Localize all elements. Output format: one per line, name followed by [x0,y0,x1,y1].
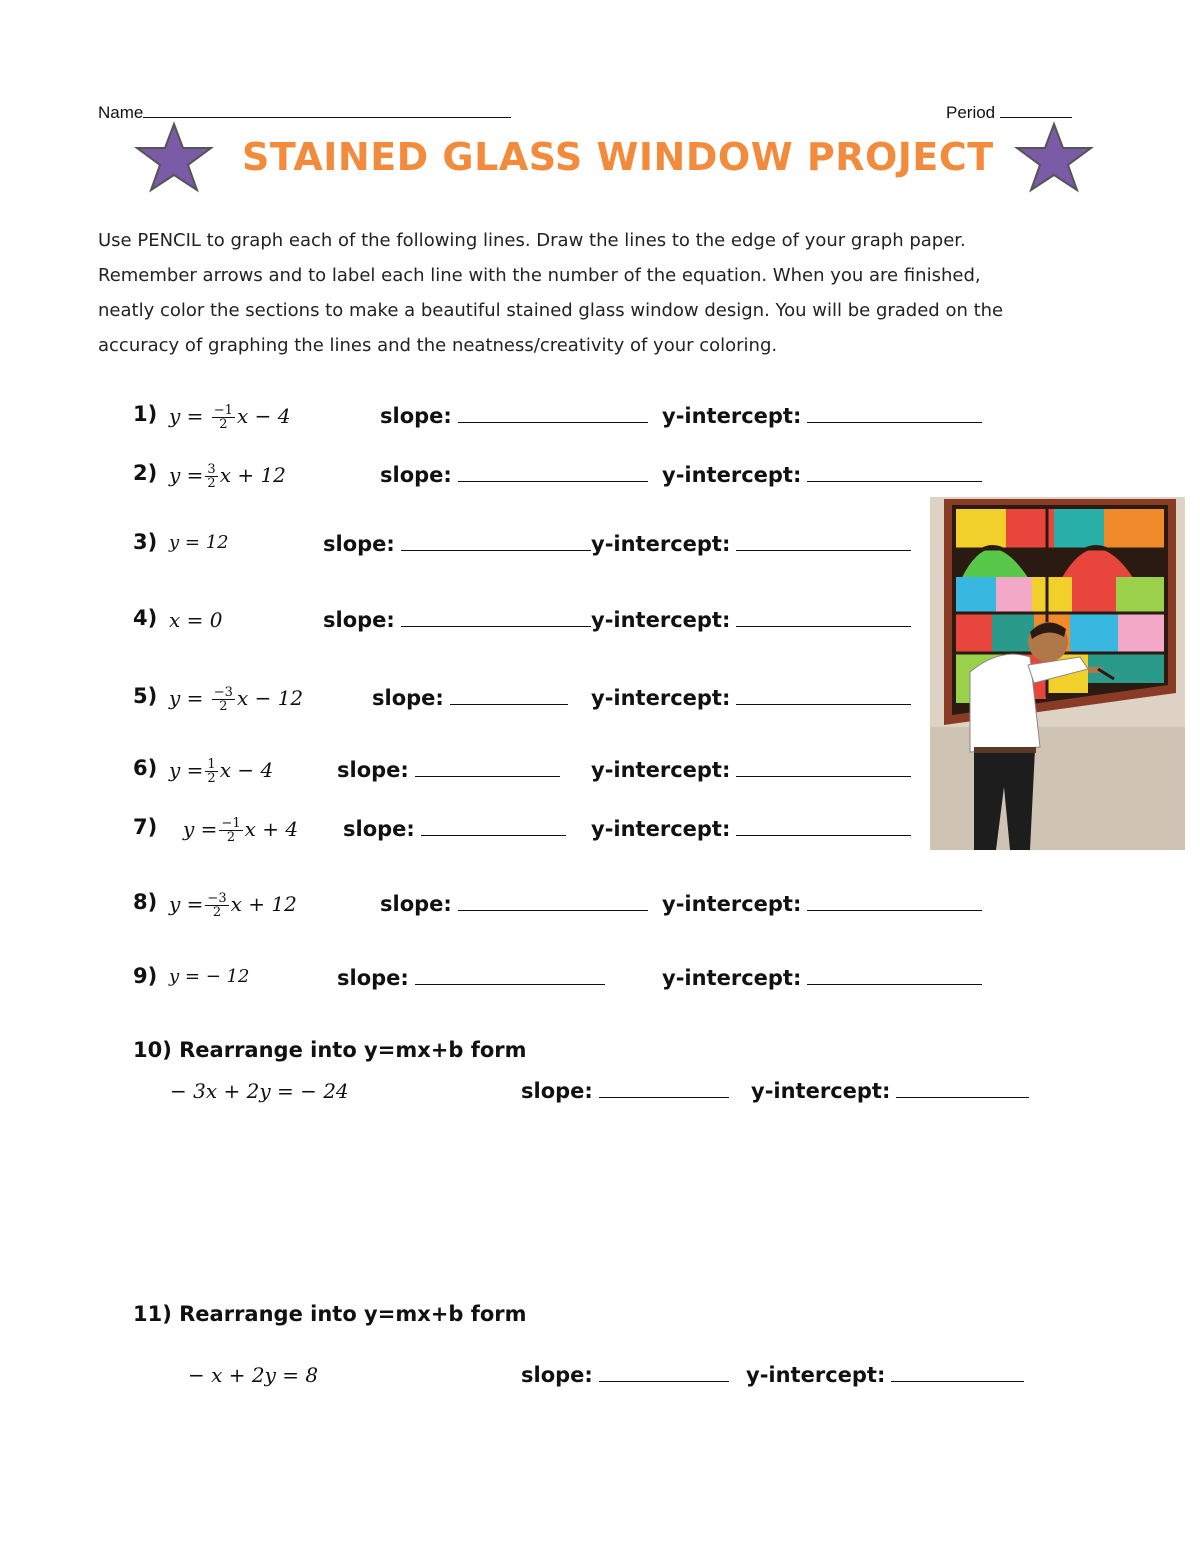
equation-rest: x − 12 [236,686,304,710]
slope-field [343,815,566,841]
y-intercept-field [662,461,982,487]
equation-lhs: y = [169,892,204,916]
y-intercept-label: y-intercept: [662,966,802,990]
slope-field [323,606,591,632]
fraction [205,892,228,919]
fraction [219,817,242,844]
problem-row [133,604,923,638]
equation [183,817,298,844]
period-blank[interactable] [1000,101,1072,118]
y-intercept-field [662,402,982,428]
y-intercept-blank[interactable] [736,684,911,705]
problem-number: 7) [133,815,158,839]
y-intercept-label: y-intercept: [591,608,731,632]
y-intercept-field [662,964,982,990]
right-star-icon [1013,121,1095,193]
slope-field [380,461,648,487]
slope-label: slope: [343,817,415,841]
y-intercept-label: y-intercept: [662,892,802,916]
equation: y = 12 [169,532,229,553]
denominator: 2 [207,771,216,786]
equation-rest: x + 4 [244,817,299,841]
problem-number: 9) [133,964,158,988]
slope-blank[interactable] [458,461,648,482]
problem-number: 3) [133,530,158,554]
rearrange-heading: 11) Rearrange into y=mx+b form [133,1302,527,1326]
problem-row [133,813,923,847]
y-intercept-blank[interactable] [807,402,982,423]
period-field [946,101,1072,123]
problem-row [133,962,993,996]
slope-blank[interactable] [599,1361,729,1382]
slope-label: slope: [380,463,452,487]
slope-blank[interactable] [421,815,566,836]
slope-field [380,402,648,428]
problem-number: 1) [133,402,158,426]
slope-blank[interactable] [599,1077,729,1098]
y-intercept-field [662,890,982,916]
equation: − x + 2y = 8 [188,1363,319,1387]
denominator: 2 [212,905,222,920]
problem-number: 4) [133,606,158,630]
instructions [98,223,1003,363]
problem-number: 6) [133,756,158,780]
problem-row [133,754,923,788]
numerator: 3 [207,462,216,477]
name-label: Name [98,103,144,122]
instruction-line: neatly color the sections to make a beautiful stained glass window design. You will be graded on the [98,300,1004,321]
name-field [98,101,511,123]
problem-row [133,459,993,493]
y-intercept-blank[interactable] [736,815,911,836]
slope-field [380,890,648,916]
slope-label: slope: [380,892,452,916]
y-intercept-field [591,756,911,782]
slope-field [521,1361,729,1387]
y-intercept-label: y-intercept: [746,1363,886,1387]
slope-field [372,684,568,710]
slope-label: slope: [372,686,444,710]
slope-label: slope: [323,608,395,632]
equation-lhs: y = [169,463,204,487]
y-intercept-blank[interactable] [807,890,982,911]
problem-number: 2) [133,461,158,485]
problem-row [188,1359,1048,1393]
numerator: 1 [207,757,216,772]
problem-row [133,888,993,922]
instruction-line: accuracy of graphing the lines and the neatness/creativity of your coloring. [98,335,778,356]
y-intercept-label: y-intercept: [662,404,802,428]
problem-row [133,400,993,434]
equation: x = 0 [169,608,223,632]
equation [169,892,297,919]
y-intercept-label: y-intercept: [591,686,731,710]
equation [169,686,303,713]
fraction [205,463,217,490]
denominator: 2 [219,699,228,714]
equation-lhs: y = [183,817,218,841]
equation-lhs: y = [169,404,204,428]
y-intercept-field [591,530,911,556]
slope-field [323,530,591,556]
name-blank[interactable] [143,101,511,118]
numerator: −1 [221,816,241,831]
equation: y = − 12 [169,966,250,987]
y-intercept-field [751,1077,1029,1103]
problem-row [133,682,923,716]
equation-rest: x − 4 [219,758,274,782]
y-intercept-label: y-intercept: [662,463,802,487]
y-intercept-label: y-intercept: [591,532,731,556]
equation-rest: x + 12 [230,892,297,916]
equation-rest: x − 4 [236,404,291,428]
fraction [205,758,217,785]
y-intercept-blank[interactable] [896,1077,1029,1098]
problem-number: 8) [133,890,158,914]
page-title: STAINED GLASS WINDOW PROJECT [242,135,994,179]
y-intercept-label: y-intercept: [591,817,731,841]
problem-number: 5) [133,684,158,708]
numerator: −1 [213,403,233,418]
instruction-line: Use PENCIL to graph each of the following lines. Draw the lines to the edge of your graph paper. [98,230,966,251]
equation-lhs: y = [169,758,204,782]
equation [169,758,273,785]
problem-row [133,528,923,562]
slope-blank[interactable] [458,402,648,423]
y-intercept-blank[interactable] [891,1361,1024,1382]
fraction [212,404,235,431]
y-intercept-field [591,606,911,632]
slope-field [521,1077,729,1103]
y-intercept-label: y-intercept: [751,1079,891,1103]
numerator: −3 [207,891,227,906]
period-label: Period [946,103,996,122]
equation [169,463,286,490]
numerator: −3 [213,685,233,700]
slope-blank[interactable] [401,530,591,551]
y-intercept-field [591,684,911,710]
equation-rest: x + 12 [219,463,286,487]
slope-field [337,756,560,782]
denominator: 2 [226,830,236,845]
y-intercept-blank[interactable] [736,530,911,551]
left-star-icon [133,121,215,193]
slope-blank[interactable] [415,756,560,777]
y-intercept-field [591,815,911,841]
y-intercept-blank[interactable] [736,756,911,777]
slope-label: slope: [337,966,409,990]
fraction [212,686,235,713]
problem-row [170,1075,1050,1109]
equation-lhs: y = [169,686,204,710]
equation: − 3x + 2y = − 24 [170,1079,349,1103]
slope-blank[interactable] [415,964,605,985]
slope-label: slope: [337,758,409,782]
slope-label: slope: [380,404,452,428]
slope-field [337,964,605,990]
instruction-line: Remember arrows and to label each line with the number of the equation. When you are finished, [98,265,981,286]
denominator: 2 [207,476,216,491]
y-intercept-blank[interactable] [807,964,982,985]
stained-glass-painter-illustration [930,497,1185,850]
slope-blank[interactable] [458,890,648,911]
y-intercept-field [746,1361,1024,1387]
y-intercept-label: y-intercept: [591,758,731,782]
slope-blank[interactable] [401,606,591,627]
slope-label: slope: [323,532,395,556]
slope-label: slope: [521,1363,593,1387]
y-intercept-blank[interactable] [807,461,982,482]
slope-label: slope: [521,1079,593,1103]
y-intercept-blank[interactable] [736,606,911,627]
equation [169,404,290,431]
slope-blank[interactable] [450,684,568,705]
rearrange-heading: 10) Rearrange into y=mx+b form [133,1038,527,1062]
denominator: 2 [219,417,228,432]
